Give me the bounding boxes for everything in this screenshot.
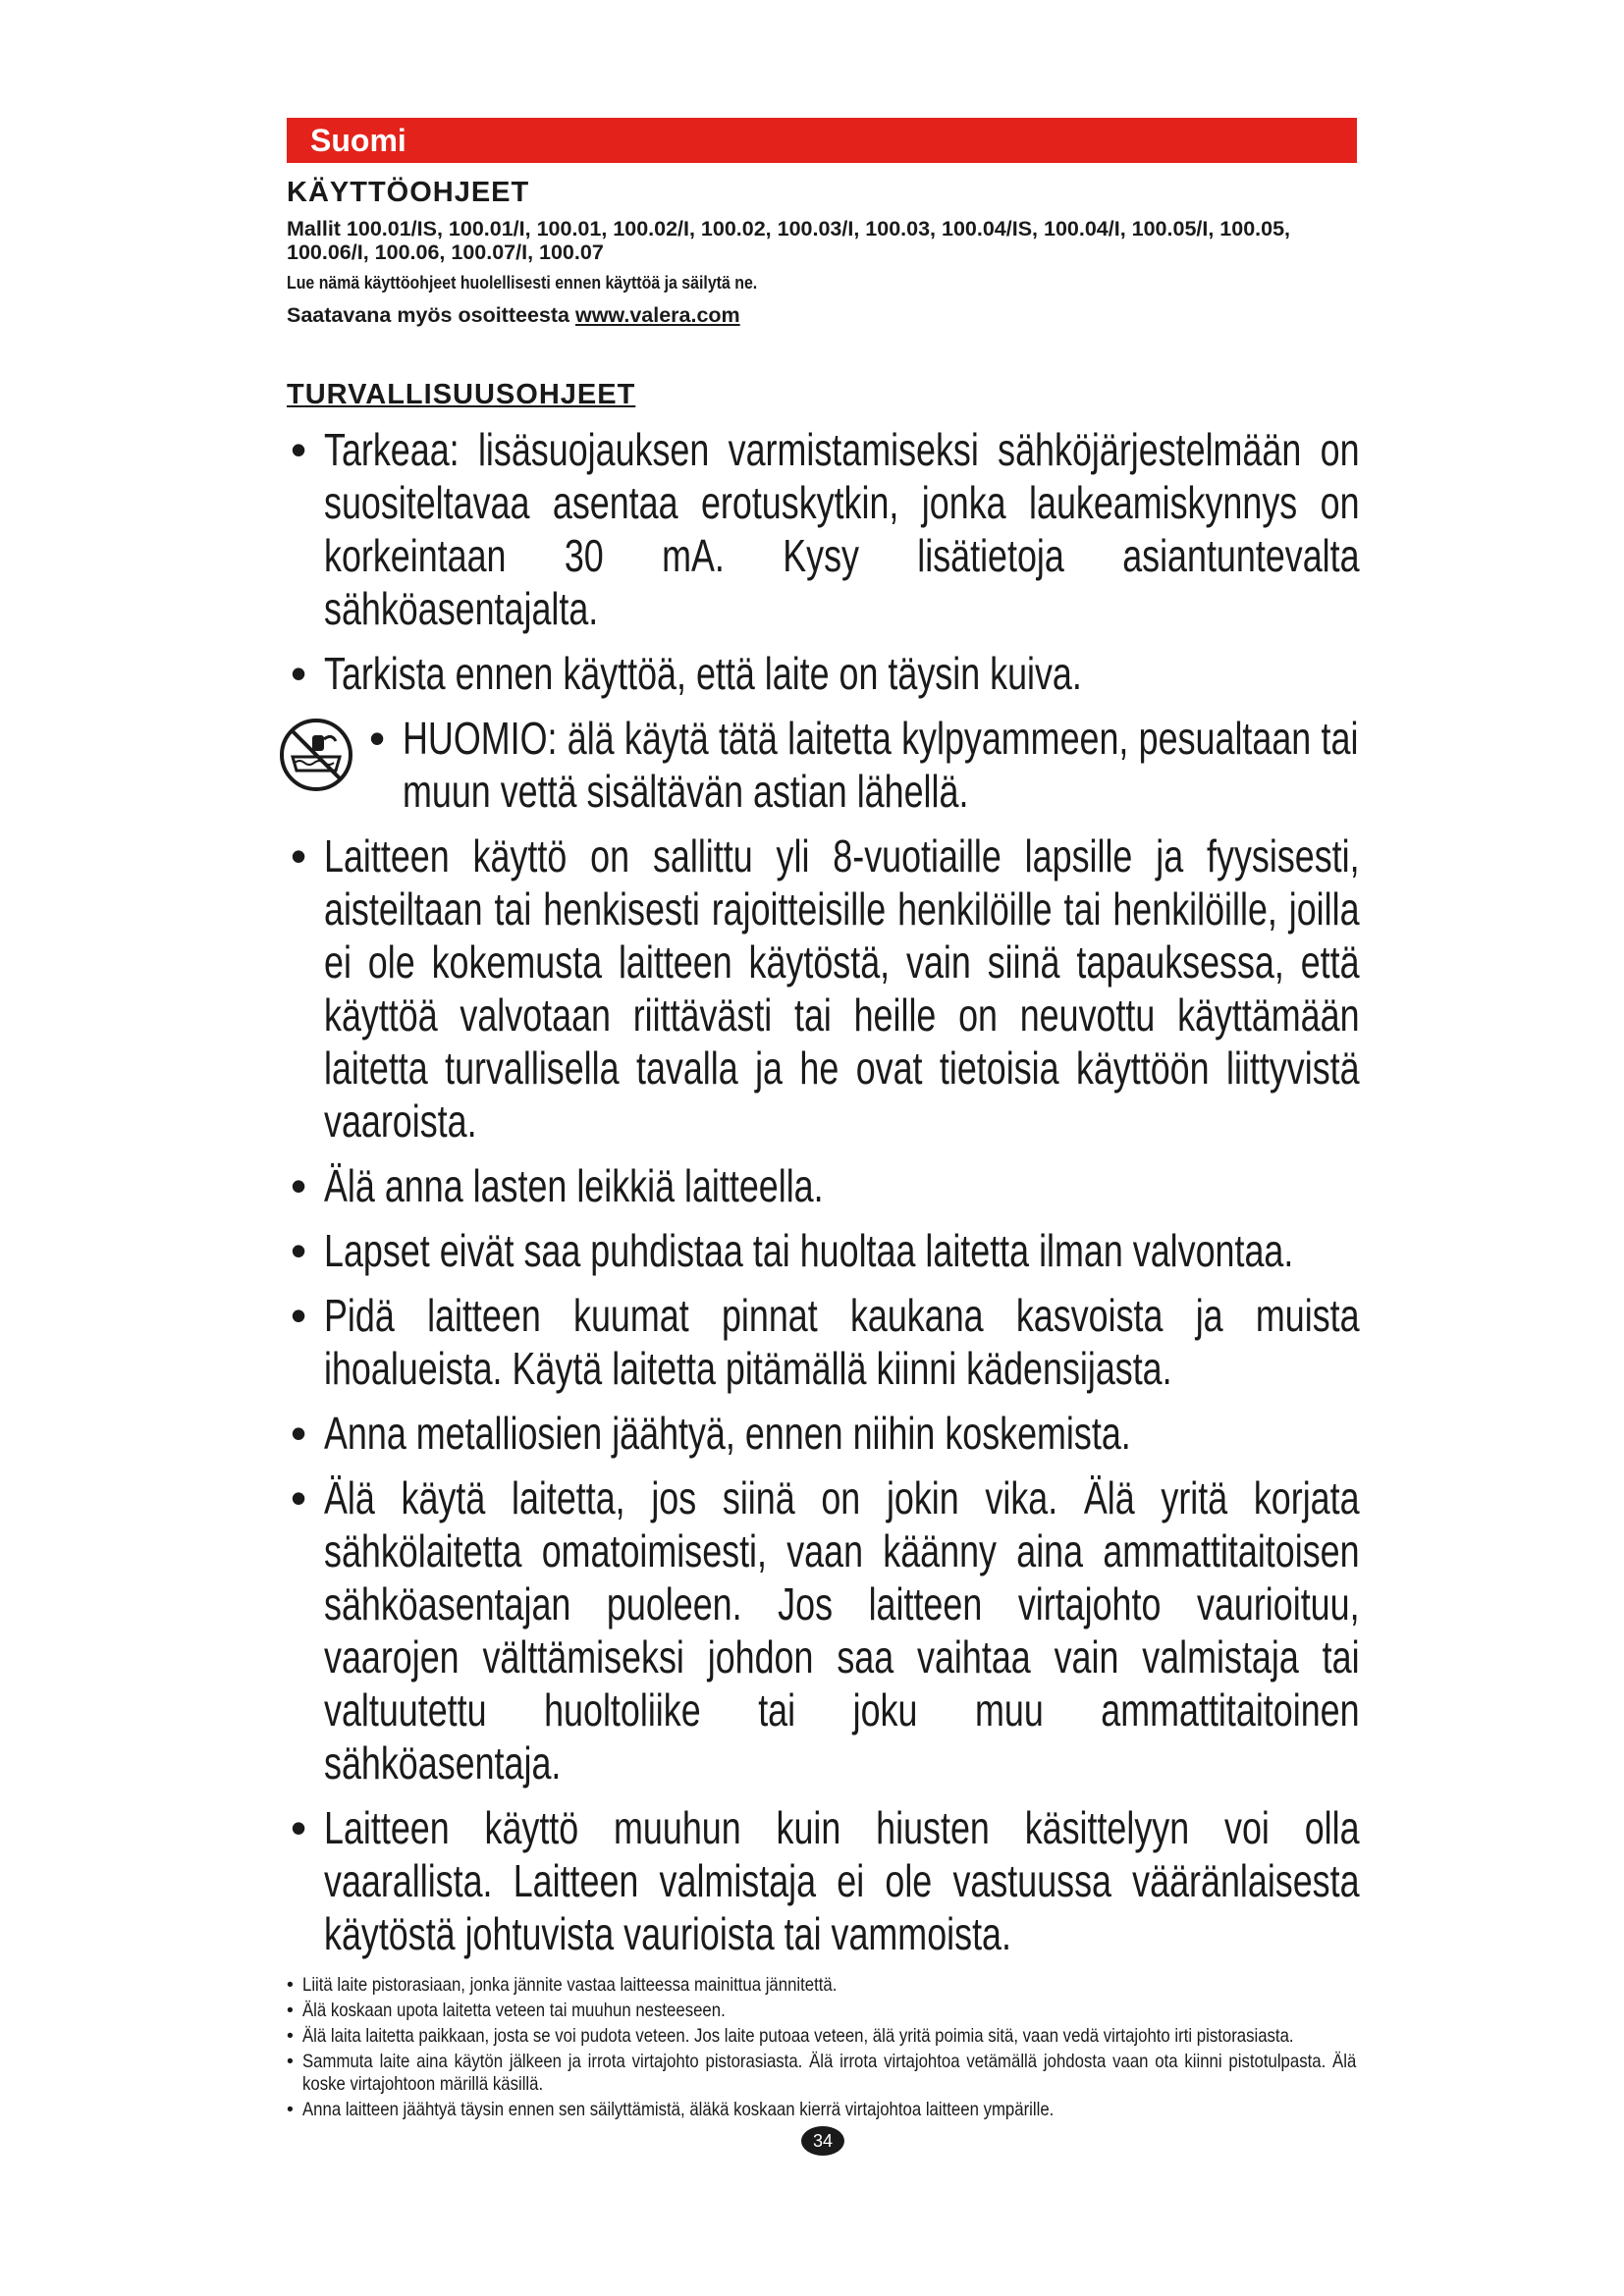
list-item-text: Pidä laitteen kuumat pinnat kaukana kasvoista ja muista ihoalueista. Käytä laitetta pitämällä kiinni kädensijasta. [324,1290,1360,1394]
safety-item-cooling [287,1407,1357,1460]
bullet: • [287,2000,294,2021]
additional-notes-list [287,1974,1357,2121]
safety-item-misuse [287,1801,1360,1960]
list-item-text: Laitteen käyttö on sallittu yli 8-vuotiaille lapsille ja fyysisesti, aisteiltaan tai henkisesti rajoitteisille henkilöille tai henkilöille, joilla ei ole kokemusta laitteen käytöstä, vain siinä tapauksessa, että käyttöä valvotaan riittävästi tai heille on neuvottu käyttämään laitetta turvallisella tavalla ja he ovat tietoisia käyttöön liittyvistä vaaroista. [324,830,1360,1147]
safety-list [287,423,1360,1960]
bullet: • [287,2025,294,2047]
list-item-text: Älä käytä laitetta, jos siinä on jokin vika. Älä yritä korjata sähkölaitetta omatoimisesti, vaan käänny aina ammattitaitoisen sähköasentajan puoleen. Jos laitteen virtajohto vaurioituu, vaarojen välttämiseksi johdon saa vaihtaa vain valmistaja tai valtuutettu huoltoliike tai joku muu ammattitaitoinen sähköasentaja. [324,1472,1360,1789]
document-title: KÄYTTÖOHJEET [287,177,530,208]
manual-page [287,118,1360,2124]
availability-text: Saatavana myös osoitteesta [287,303,575,327]
bullet: • [291,648,307,699]
list-item-text: Älä koskaan upota laitetta veteen tai muuhun nesteeseen. [302,2000,726,2021]
website-link[interactable]: www.valera.com [574,303,740,327]
safety-item-children [287,829,1360,1148]
safety-item-no-play [287,1159,1357,1212]
bullet: • [291,424,307,475]
no-bath-water-icon [277,716,355,794]
bullet: • [291,1160,307,1211]
list-item-text: Tarkista ennen käyttöä, että laite on täysin kuiva. [324,648,1082,699]
bullet: • [291,1408,307,1459]
bullet: • [291,1802,307,1853]
safety-item-rcd [287,423,1360,635]
list-item-text: Anna laitteen jäähtyä täysin ennen sen säilyttämistä, äläkä koskaan kierrä virtajohtoa laitteen ympärille. [302,2099,1055,2120]
list-item-text: HUOMIO: älä käytä tätä laitetta kylpyammeen, pesualtaan tai muun vettä sisältävän astian lähellä. [403,713,1359,817]
availability-line [287,303,1357,328]
bullet: • [291,1290,307,1341]
bullet: • [291,1472,307,1523]
safety-item-hot-surfaces [287,1289,1360,1395]
note-item [287,2025,1357,2048]
list-item-text: Älä anna lasten leikkiä laitteella. [324,1160,824,1211]
model-list: Mallit 100.01/IS, 100.01/I, 100.01, 100.02/I, 100.02, 100.03/I, 100.03, 100.04/IS, 100.04/I, 100.05/I, 100.05, 100.06/I, 100.06, 100.07/I, 100.07 [287,217,1291,264]
bullet: • [287,2099,294,2120]
read-instructions-note: Lue nämä käyttöohjeet huolellisesti ennen käyttöä ja säilytä ne. [287,272,758,293]
safety-item-cleaning [287,1224,1357,1277]
bullet: • [291,830,307,881]
bullet: • [369,713,386,764]
list-item-text: Laitteen käyttö muuhun kuin hiusten käsittelyyn voi olla vaarallista. Laitteen valmistaja ei ole vastuussa vääränlaisesta käytöstä johtuvista vaurioista tai vammoista. [324,1802,1360,1959]
list-item-text: Sammuta laite aina käytön jälkeen ja irrota virtajohto pistorasiasta. Älä irrota virtajohtoa vetämällä johdosta vaan ota kiinni pistotulpasta. Älä koske virtajohtoon märillä käsillä. [302,2051,1357,2095]
note-item [287,2099,1357,2121]
list-item-text: Tarkeaa: lisäsuojauksen varmistamiseksi sähköjärjestelmään on suositeltavaa asentaa erotuskytkin, jonka laukeamiskynnys on korkeintaan 30 mA. Kysy lisätietoja asiantuntevalta sähköasentajalta. [324,424,1360,634]
note-item [287,2000,1357,2022]
section-title: TURVALLISUUSOHJEET [287,379,636,410]
list-item-text: Älä laita laitetta paikkaan, josta se voi pudota veteen. Jos laite putoaa veteen, älä yritä poimia sitä, vaan vedä virtajohto irti pistorasiasta. [302,2025,1294,2047]
bullet: • [291,1225,307,1276]
note-item [287,1974,1357,1997]
bullet: • [287,2051,294,2072]
page-number: 34 [801,2126,844,2156]
note-item [287,2051,1357,2096]
language-header: Suomi [287,118,1357,163]
safety-item-water-warning [287,712,1357,818]
safety-item-dry [287,647,1357,700]
bullet: • [287,1974,294,1996]
list-item-text: Liitä laite pistorasiaan, jonka jännite vastaa laitteessa mainittua jännitettä. [302,1974,838,1996]
list-item-text: Anna metalliosien jäähtyä, ennen niihin koskemista. [324,1408,1131,1459]
list-item-text: Lapset eivät saa puhdistaa tai huoltaa laitetta ilman valvontaa. [324,1225,1294,1276]
safety-item-faulty [287,1471,1360,1789]
